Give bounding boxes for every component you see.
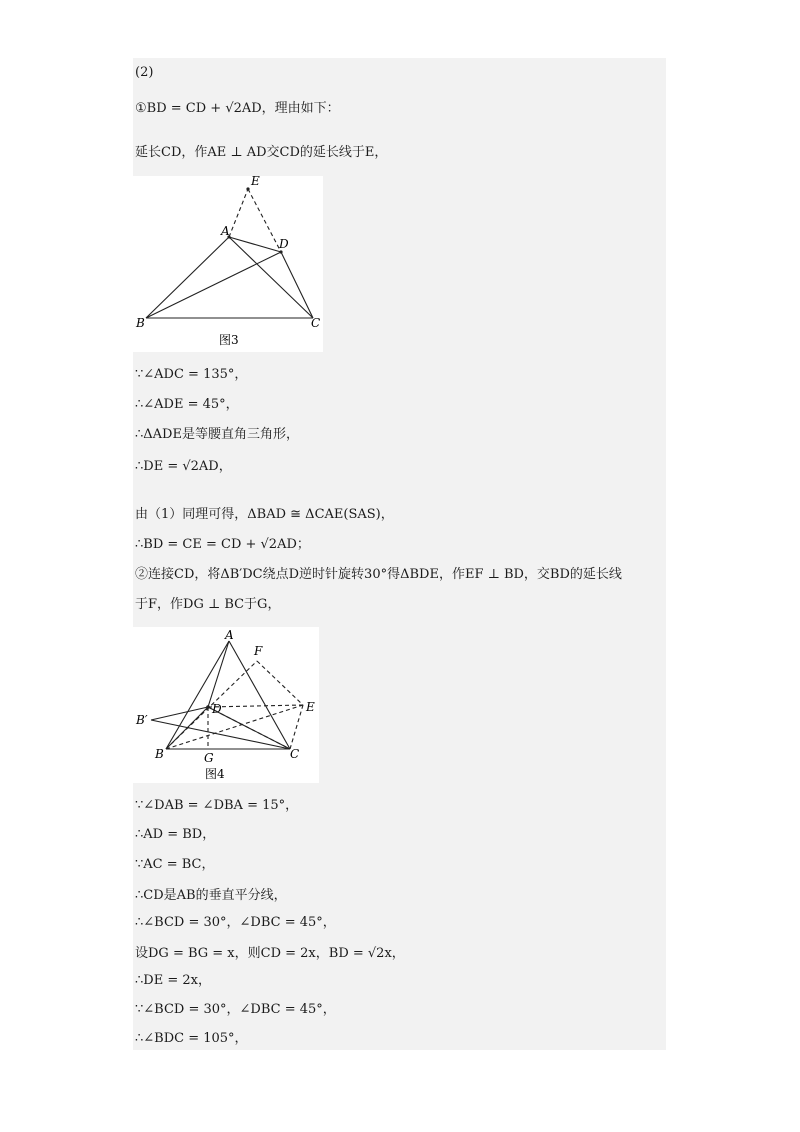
text-line: ∴CD是AB的垂直平分线，: [135, 888, 287, 903]
text-line: ∵AC = BC，: [135, 857, 215, 872]
label-C: C: [311, 316, 321, 330]
label-A: A: [221, 224, 230, 238]
figure-3: [133, 176, 323, 352]
text-line: ∵∠BCD = 30°，∠DBC = 45°，: [135, 1002, 336, 1017]
figure-4: [133, 627, 319, 783]
text-line: ②连接CD，将ΔB′DC绕点D逆时针旋转30°得ΔBDE，作EF ⊥ BD，交BD的延长线: [135, 567, 622, 582]
text-line: ∴ΔADE是等腰直角三角形，: [135, 427, 299, 442]
label-B: B: [136, 316, 145, 330]
label-B-prime: B′: [136, 713, 148, 727]
label-B: B: [155, 747, 164, 761]
text-line: 设DG = BG = x，则CD = 2x，BD = √2x，: [135, 946, 405, 961]
label-G: G: [204, 751, 214, 765]
label-D: D: [279, 237, 289, 251]
label-C: C: [290, 747, 300, 761]
text-line: 由（1）同理可得，ΔBAD ≅ ΔCAE(SAS)，: [135, 507, 394, 522]
text-line: ∴∠ADE = 45°，: [135, 397, 239, 412]
text-line: ∴AD = BD，: [135, 827, 216, 842]
part-2-heading: (2): [135, 65, 154, 80]
text-line: ∴BD = CE = CD + √2AD；: [135, 537, 310, 552]
text-line: ∴DE = √2AD，: [135, 459, 232, 474]
label-F: F: [254, 644, 263, 658]
text-line: ∵∠ADC = 135°，: [135, 367, 248, 382]
text-line: ∴∠BDC = 105°，: [135, 1031, 248, 1046]
text-line: 于F，作DG ⊥ BC于G，: [135, 597, 281, 612]
label-A: A: [225, 628, 234, 642]
label-E: E: [306, 700, 315, 714]
figure-3-caption: 图3: [219, 333, 239, 347]
label-E: E: [251, 176, 260, 188]
text-line: ∵∠DAB = ∠DBA = 15°，: [135, 798, 299, 813]
label-D: D: [212, 702, 222, 716]
text-line: 延长CD，作AE ⊥ AD交CD的延长线于E，: [135, 145, 388, 160]
figure-4-caption: 图4: [205, 767, 225, 781]
text-line: ①BD = CD + √2AD，理由如下：: [135, 101, 340, 116]
text-line: ∴DE = 2x，: [135, 973, 211, 988]
text-line: ∴∠BCD = 30°，∠DBC = 45°，: [135, 915, 336, 930]
